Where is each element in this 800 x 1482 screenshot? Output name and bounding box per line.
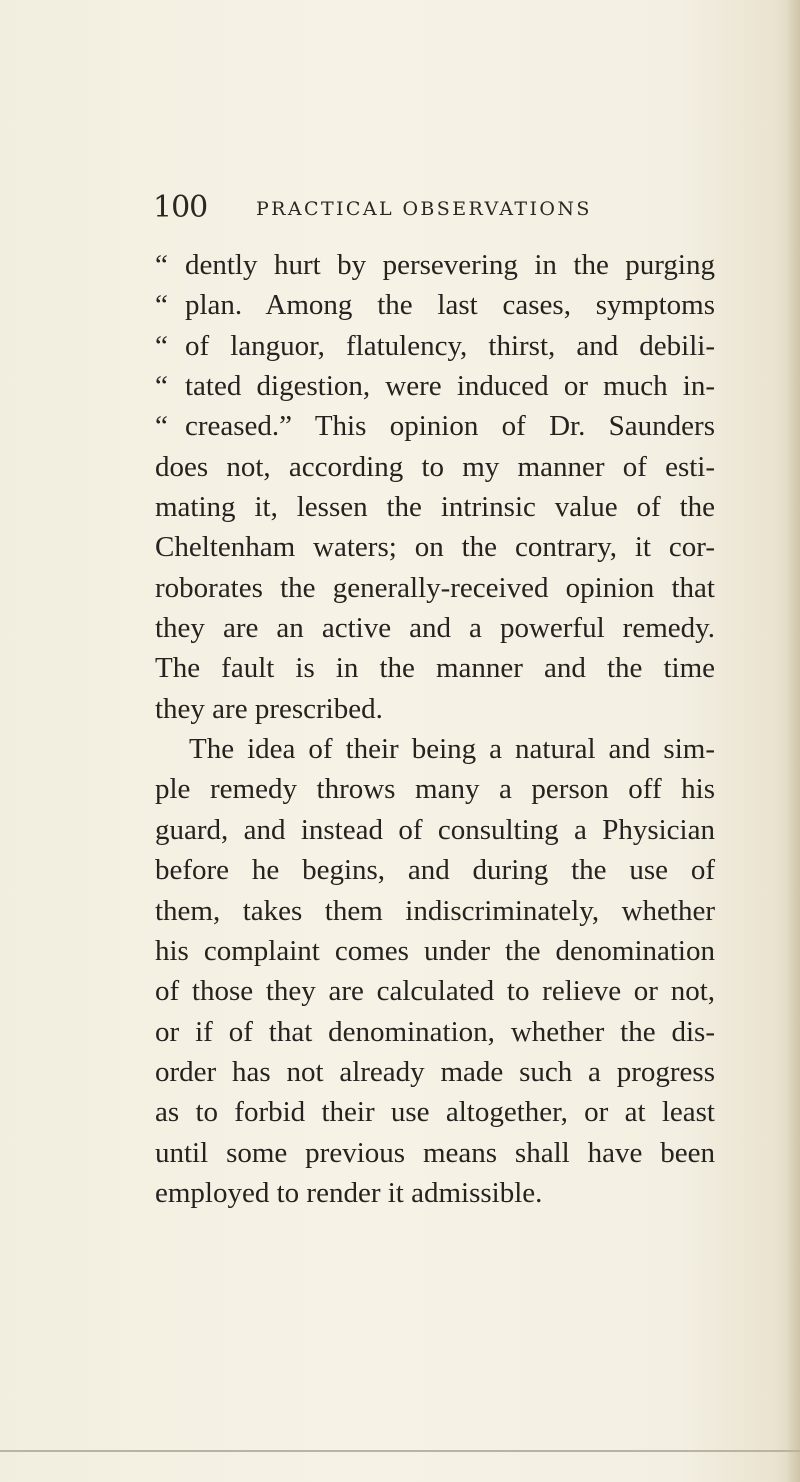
text-line — [155, 366, 715, 406]
quote-mark: “ — [155, 249, 168, 281]
text-line — [155, 406, 715, 446]
text-line: or if of that denomination, whether the dis- — [155, 1015, 715, 1048]
text-line: employed to render it admissible. — [155, 1176, 543, 1209]
text-line — [155, 285, 715, 325]
text-line — [155, 326, 715, 366]
quote-mark: “ — [155, 329, 168, 362]
line-text: creased.” This opinion of Dr. Saunders — [185, 410, 715, 443]
text-line: does not, according to my manner of esti- — [155, 450, 715, 483]
text-line: until some previous means shall have been — [155, 1136, 715, 1169]
quote-mark: “ — [155, 410, 168, 443]
quote-mark: “ — [155, 289, 168, 322]
text-line: roborates the generally-received opinion that — [155, 571, 715, 604]
running-head — [153, 188, 633, 228]
line-text: dently hurt by persevering in the purging — [185, 249, 715, 281]
text-line: they are an active and a powerful remedy. — [155, 612, 715, 645]
text-line: his complaint comes under the denomination — [155, 934, 715, 967]
text-line: before he begins, and during the use of — [155, 854, 715, 887]
text-line: mating it, lessen the intrinsic value of the — [155, 491, 715, 524]
body-text — [155, 245, 715, 1213]
bottom-edge-line — [0, 1450, 800, 1452]
paragraph-first-line: The idea of their being a natural and sim- — [189, 733, 715, 766]
text-line: guard, and instead of consulting a Physician — [155, 813, 715, 846]
running-title: PRACTICAL OBSERVATIONS — [256, 198, 592, 220]
page-number: 100 — [153, 190, 208, 225]
text-line — [155, 245, 715, 285]
text-line: Cheltenham waters; on the contrary, it cor- — [155, 531, 715, 564]
text-line: The fault is in the manner and the time — [155, 652, 715, 685]
page-edge-shadow — [786, 0, 800, 1482]
line-text: tated digestion, were induced or much in- — [185, 370, 715, 403]
text-line: order has not already made such a progress — [155, 1055, 715, 1088]
line-text: plan. Among the last cases, symptoms — [185, 289, 715, 322]
text-line: them, takes them indiscriminately, whether — [155, 894, 715, 927]
text-line: they are prescribed. — [155, 692, 383, 725]
quote-mark: “ — [155, 370, 168, 403]
line-text: of languor, flatulency, thirst, and debili- — [185, 329, 715, 362]
text-line: as to forbid their use altogether, or at least — [155, 1096, 715, 1129]
text-line: of those they are calculated to relieve or not, — [155, 975, 715, 1008]
text-line: ple remedy throws many a person off his — [155, 773, 715, 806]
